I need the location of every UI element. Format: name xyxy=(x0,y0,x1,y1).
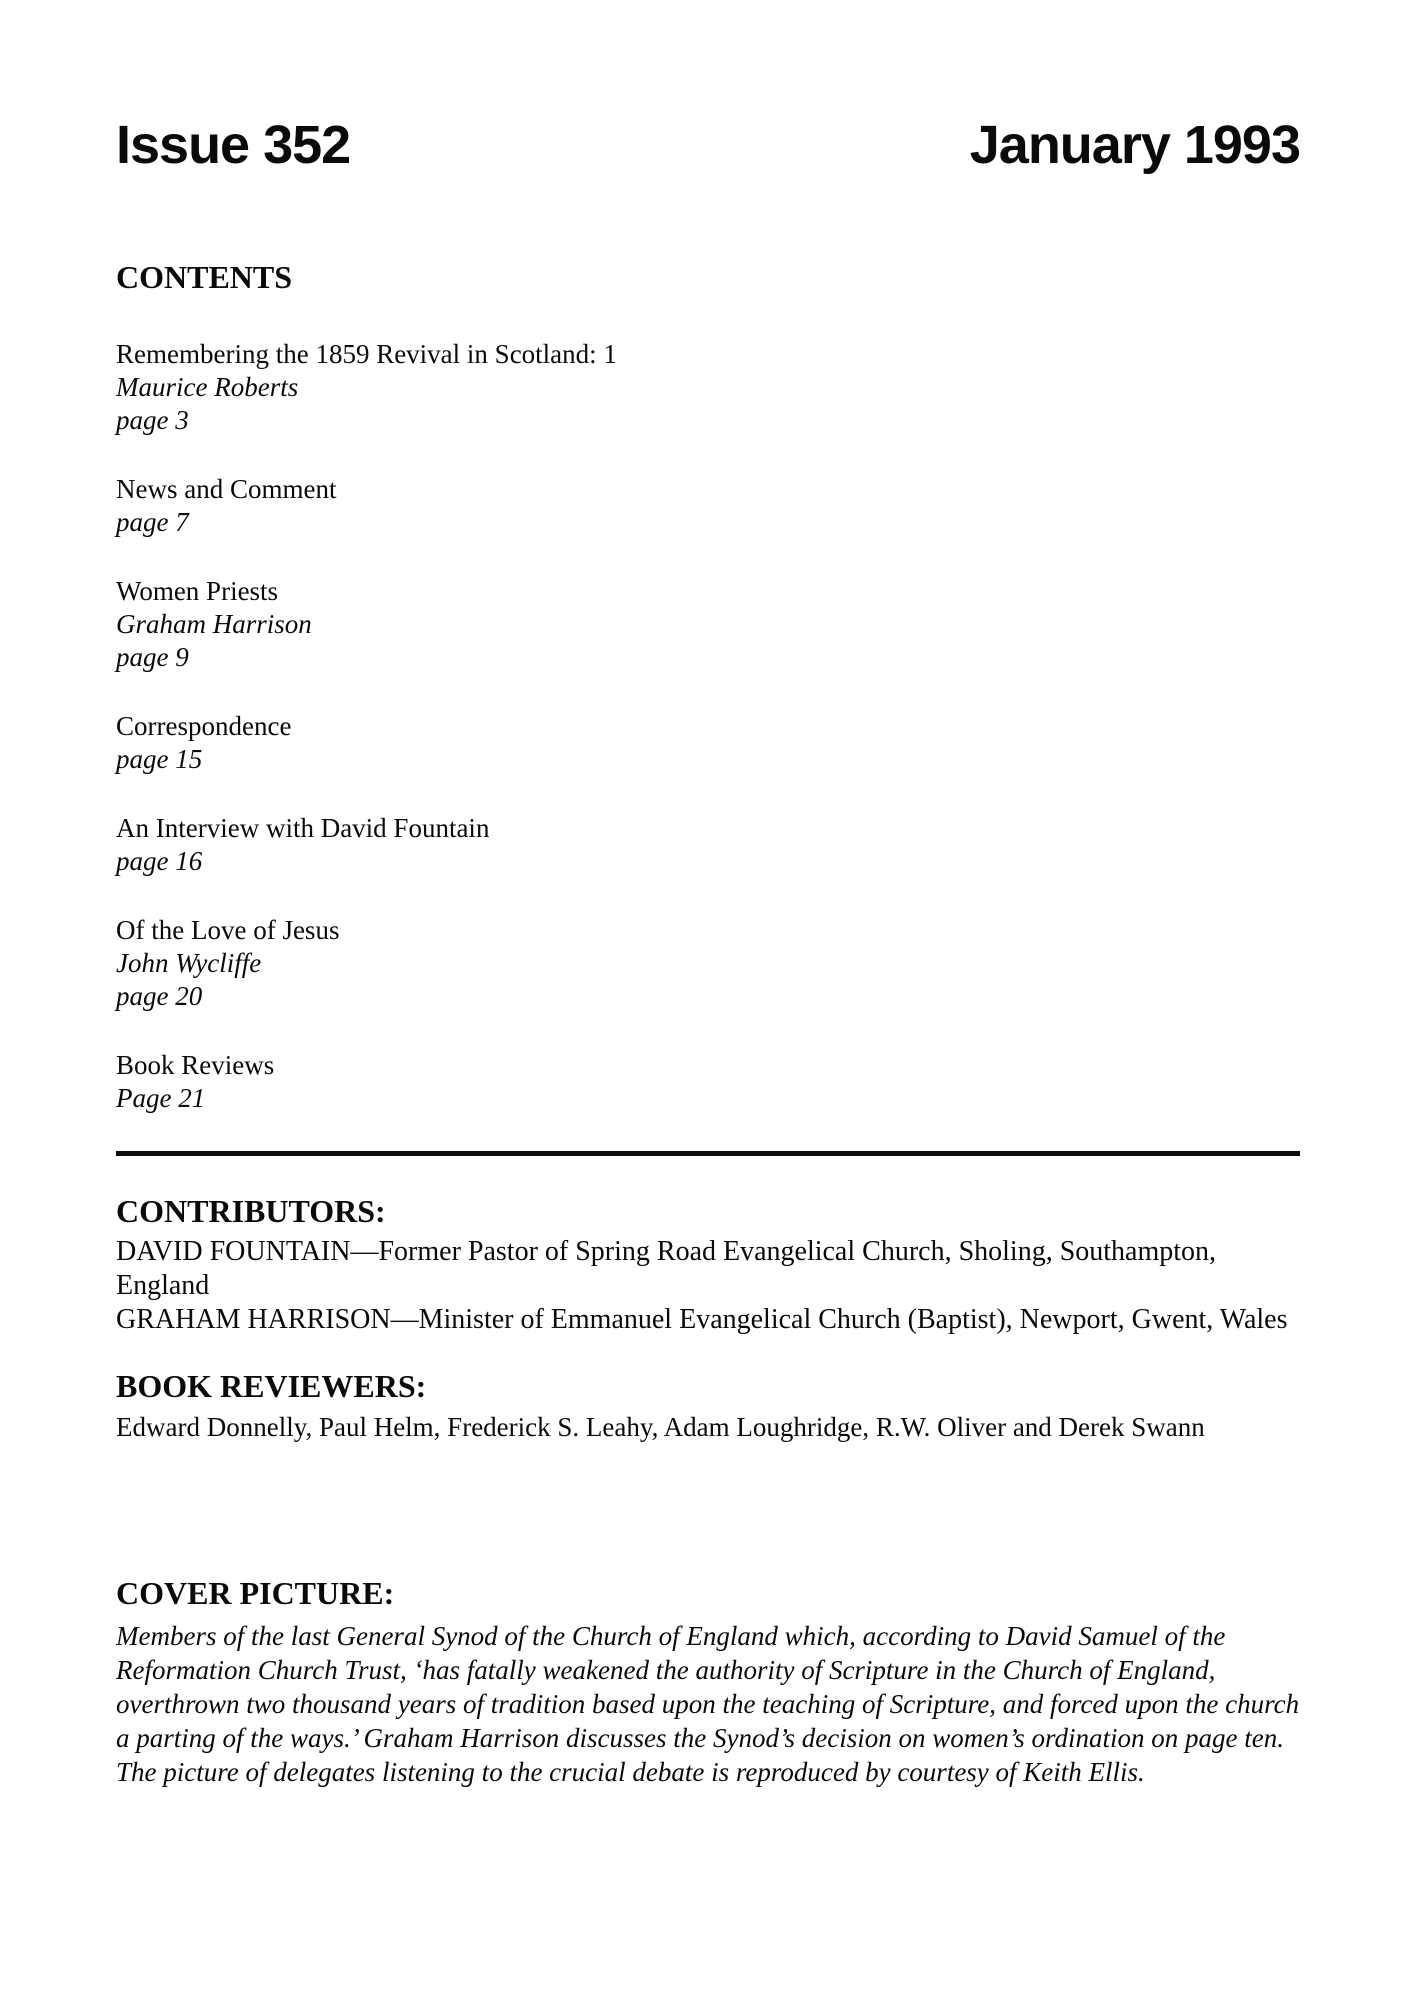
contributors-section xyxy=(116,1192,1300,1337)
toc-entry xyxy=(116,710,1300,776)
toc-entry xyxy=(116,914,1300,1013)
toc-title: News and Comment xyxy=(116,474,337,504)
toc-title: Of the Love of Jesus xyxy=(116,915,340,945)
toc-title: An Interview with David Fountain xyxy=(116,813,490,843)
cover-picture-section xyxy=(116,1574,1300,1789)
toc-page: page 15 xyxy=(116,744,203,774)
toc-entry xyxy=(116,812,1300,878)
toc-page: page 3 xyxy=(116,405,189,435)
toc-page: page 7 xyxy=(116,507,189,537)
toc-page: page 16 xyxy=(116,846,203,876)
contents-list xyxy=(116,338,1300,1115)
book-reviewers-names: Edward Donnelly, Paul Helm, Frederick S. Leahy, Adam Loughridge, R.W. Oliver and Derek Swann xyxy=(116,1412,1205,1442)
toc-title: Remembering the 1859 Revival in Scotland: 1 xyxy=(116,339,617,369)
toc-page: page 9 xyxy=(116,642,189,672)
contents-heading: CONTENTS xyxy=(116,259,293,295)
toc-entry xyxy=(116,575,1300,674)
toc-author: John Wycliffe xyxy=(116,948,262,978)
toc-title: Book Reviews xyxy=(116,1050,275,1080)
book-reviewers-heading: BOOK REVIEWERS: xyxy=(116,1368,427,1404)
cover-picture-heading: COVER PICTURE: xyxy=(116,1575,395,1611)
divider-rule xyxy=(116,1151,1300,1156)
toc-entry xyxy=(116,338,1300,437)
issue-date: January 1993 xyxy=(969,115,1300,175)
contributor-entry: DAVID FOUNTAIN—Former Pastor of Spring Road Evangelical Church, Sholing, Southampton, England xyxy=(116,1236,1217,1301)
issue-number: Issue 352 xyxy=(116,115,351,175)
toc-page: page 20 xyxy=(116,981,203,1011)
toc-entry xyxy=(116,473,1300,539)
masthead xyxy=(116,116,1300,174)
toc-entry xyxy=(116,1049,1300,1115)
cover-picture-description: Members of the last General Synod of the Church of England which, according to David Samuel of the Reformation Church Trust, ‘has fatally weakened the authority of Scripture in the Church of England, overthrown two thousand years of tradition based upon the teaching of Scripture, and forced upon the church a parting of the ways.’ Graham Harrison discusses the Synod’s decision on women’s ordination on page ten. The picture of delegates listening to the crucial debate is reproduced by courtesy of Keith Ellis. xyxy=(116,1621,1300,1787)
contributors-heading: CONTRIBUTORS: xyxy=(116,1193,386,1229)
toc-title: Women Priests xyxy=(116,576,279,606)
toc-author: Graham Harrison xyxy=(116,609,312,639)
book-reviewers-section xyxy=(116,1367,1300,1444)
toc-title: Correspondence xyxy=(116,711,292,741)
toc-author: Maurice Roberts xyxy=(116,372,299,402)
toc-page: Page 21 xyxy=(116,1083,206,1113)
contributor-entry: GRAHAM HARRISON—Minister of Emmanuel Evangelical Church (Baptist), Newport, Gwent, Wales xyxy=(116,1304,1288,1335)
